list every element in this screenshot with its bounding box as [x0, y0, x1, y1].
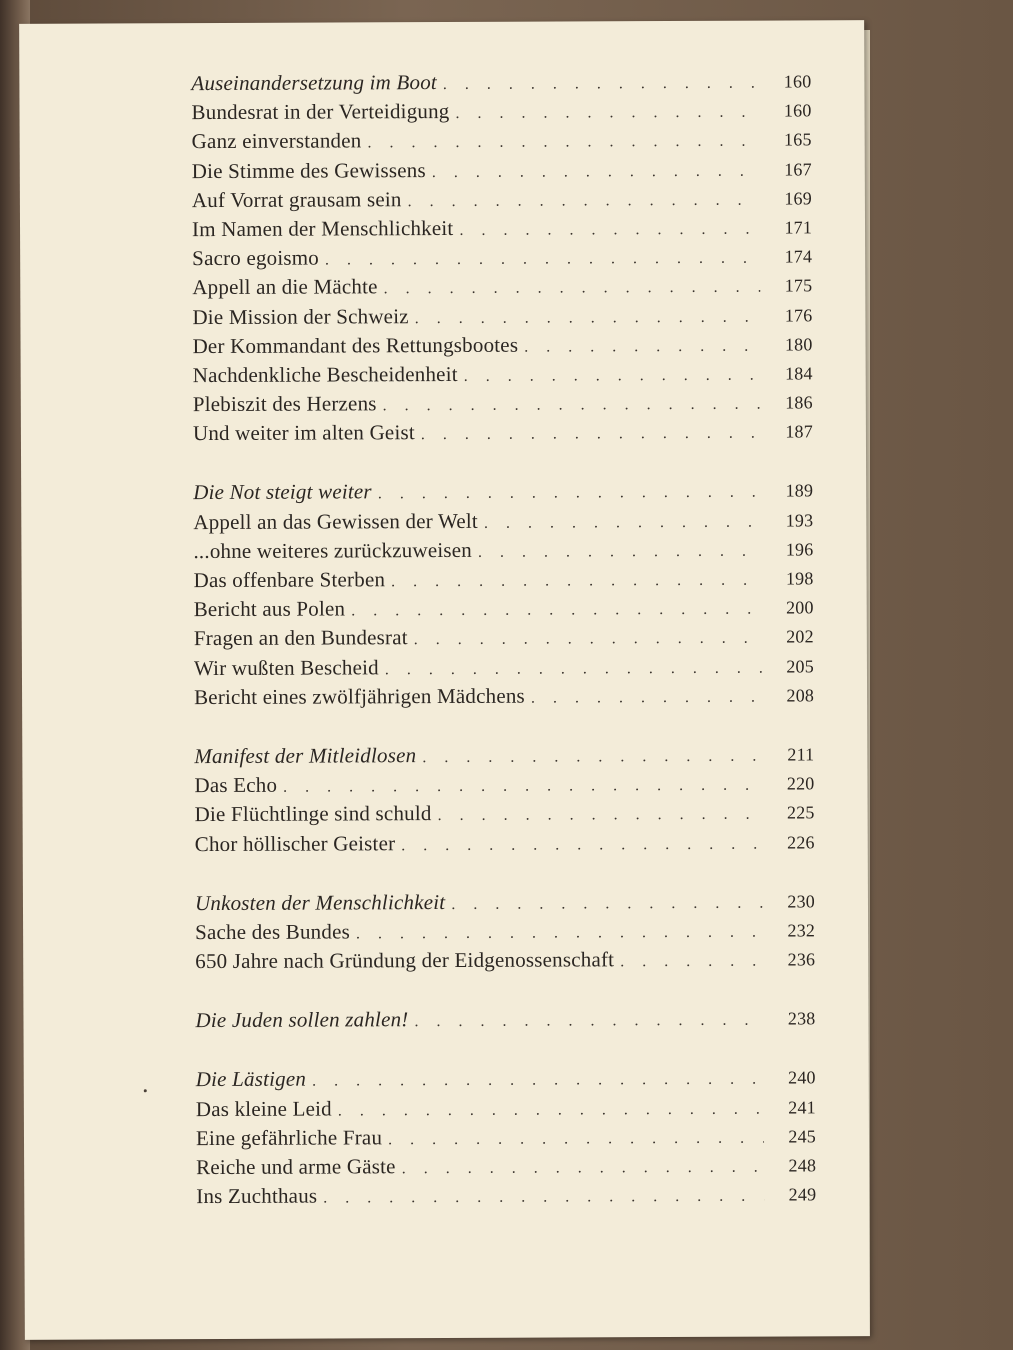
- toc-section: [191, 66, 813, 448]
- dot-leader: [384, 273, 761, 304]
- toc-page-number: 208: [786, 685, 815, 706]
- toc-entry: [195, 827, 815, 859]
- toc-entry: [193, 505, 813, 537]
- dot-leader: [421, 419, 761, 450]
- dot-leader: [351, 595, 762, 626]
- toc-page-number: 241: [788, 1097, 816, 1118]
- dot-leader: [408, 185, 760, 216]
- toc-entry: [192, 329, 812, 361]
- toc-page-number: 232: [787, 920, 816, 941]
- toc-entry-title: Unkosten der Menschlichkeit: [194, 889, 446, 915]
- dot-leader: [437, 800, 762, 831]
- toc-section: [195, 1004, 815, 1036]
- toc-entry-title: Appell an das Gewissen der Welt: [193, 508, 478, 534]
- toc-entry-title: Auf Vorrat grausam sein: [191, 186, 402, 212]
- toc-entry-title: Fragen an den Bundesrat: [193, 625, 408, 651]
- toc-entry: [194, 593, 814, 625]
- dot-leader: [323, 1182, 764, 1213]
- dot-leader: [325, 244, 760, 275]
- toc-page-number: 187: [785, 421, 813, 442]
- dot-leader: [620, 947, 763, 977]
- toc-section-heading: [193, 476, 813, 508]
- toc-entry-title: Wir wußten Bescheid: [193, 654, 379, 680]
- dot-leader: [478, 536, 762, 566]
- toc-page-number: 236: [787, 949, 816, 970]
- toc-entry: [196, 1150, 816, 1182]
- toc-entry-title: Chor höllischer Geister: [194, 830, 396, 856]
- toc-entry: [192, 242, 812, 274]
- toc-entry-title: Und weiter im alten Geist: [192, 420, 415, 446]
- toc-section: [194, 739, 815, 858]
- toc-entry: [194, 622, 814, 654]
- toc-entry-title: Nachdenkliche Bescheidenheit: [192, 361, 458, 387]
- toc-entry: [193, 417, 813, 449]
- toc-section-heading: [196, 1063, 816, 1095]
- dot-leader: [451, 888, 763, 919]
- dot-leader: [414, 624, 762, 655]
- toc-page-number: 198: [785, 568, 814, 589]
- toc-page-number: 205: [786, 655, 814, 677]
- toc-entry-title: Appell an die Mächte: [192, 274, 378, 300]
- toc-entry: [192, 271, 812, 303]
- toc-entry: [194, 563, 814, 595]
- toc-entry-title: Im Namen der Menschlichkeit: [191, 215, 454, 242]
- toc-entry: [196, 1121, 816, 1153]
- toc-entry: [191, 96, 811, 128]
- dot-leader: [402, 1153, 765, 1184]
- toc-entry-title: Die Lästigen: [195, 1067, 307, 1092]
- toc-page-number: 174: [784, 246, 813, 267]
- dot-leader: [391, 566, 762, 597]
- toc-entry-title: Bundesrat in der Verteidigung: [191, 99, 450, 125]
- dot-leader: [484, 507, 761, 537]
- toc-page-number: 171: [784, 217, 813, 238]
- toc-page-number: 189: [785, 480, 814, 501]
- dot-leader: [524, 331, 760, 361]
- toc-entry-title: Manifest der Mitleidlosen: [194, 743, 417, 769]
- toc-entry-title: Das offenbare Sterben: [193, 567, 386, 593]
- toc-entry-title: Auseinandersetzung im Boot: [191, 70, 437, 96]
- toc-page-number: 176: [784, 304, 813, 326]
- toc-entry: [192, 125, 812, 157]
- toc-entry-title: Die Flüchtlinge sind schuld: [194, 801, 432, 827]
- toc-entry: [193, 387, 813, 419]
- dot-leader: [385, 653, 762, 684]
- toc-page-number: 211: [787, 744, 815, 765]
- toc-page-number: 160: [783, 71, 812, 92]
- dot-leader: [464, 360, 761, 390]
- toc-section-heading: [195, 886, 815, 918]
- toc-page-number: 249: [788, 1184, 817, 1205]
- dot-leader: [414, 1006, 763, 1037]
- toc-entry: [194, 769, 814, 801]
- toc-page-number: 230: [787, 891, 816, 912]
- toc-page-number: 226: [787, 831, 815, 853]
- toc-entry-title: Sacro egoismo: [192, 245, 320, 271]
- toc-entry-title: Die Not steigt weiter: [193, 479, 372, 505]
- toc-section-heading: [195, 1004, 815, 1036]
- toc-page-number: 196: [785, 539, 814, 560]
- toc-entry-title: Die Juden sollen zahlen!: [195, 1007, 409, 1033]
- toc-entry: [196, 1092, 816, 1124]
- toc-entry: [192, 300, 812, 332]
- toc-page-number: 238: [787, 1008, 816, 1029]
- toc-entry-title: Bericht eines zwölfjährigen Mädchens: [194, 683, 525, 709]
- toc-page-number: 175: [784, 275, 813, 296]
- toc-entry-title: Sache des Bundes: [195, 919, 350, 944]
- toc-section: [196, 1063, 817, 1212]
- toc-section: [195, 886, 815, 976]
- toc-entry-title: Ganz einverstanden: [191, 128, 362, 154]
- toc-entry-title: Eine gefährliche Frau: [195, 1125, 383, 1150]
- toc-page-number: 220: [786, 773, 815, 794]
- toc-entry-title: Ins Zuchthaus: [196, 1183, 318, 1209]
- dot-leader: [455, 98, 759, 129]
- dot-leader: [459, 215, 760, 246]
- toc-page-number: 169: [784, 188, 812, 209]
- table-of-contents: [191, 66, 816, 1241]
- toc-page-number: 160: [783, 100, 812, 121]
- toc-page-number: 240: [788, 1067, 816, 1088]
- toc-section-heading: [194, 739, 814, 771]
- toc-entry: [196, 1180, 816, 1212]
- toc-page-number: 200: [786, 597, 814, 618]
- toc-entry: [192, 212, 812, 244]
- dot-leader: [356, 917, 763, 948]
- dot-leader: [388, 1123, 764, 1154]
- toc-entry-title: Reiche und arme Gäste: [196, 1154, 396, 1180]
- toc-page-number: 186: [785, 392, 813, 413]
- toc-entry-title: Die Stimme des Gewissens: [191, 157, 426, 183]
- book-page: [19, 20, 870, 1340]
- toc-entry-title: Bericht aus Polen: [193, 596, 346, 622]
- toc-entry: [192, 183, 812, 215]
- toc-entry: [194, 651, 814, 683]
- dot-leader: [443, 69, 760, 100]
- dot-leader: [531, 682, 762, 712]
- toc-entry-title: Das kleine Leid: [195, 1096, 332, 1121]
- dot-leader: [367, 127, 759, 158]
- dot-leader: [338, 1094, 764, 1125]
- toc-entry: [195, 915, 815, 947]
- toc-entry: [193, 534, 813, 566]
- toc-page-number: 165: [783, 129, 812, 150]
- toc-page-number: 193: [785, 510, 814, 531]
- toc-entry: [192, 154, 812, 186]
- toc-entry: [193, 358, 813, 390]
- toc-page-number: 202: [786, 626, 814, 647]
- dot-leader: [383, 390, 761, 421]
- toc-section: [193, 476, 814, 712]
- toc-page-number: 184: [785, 363, 813, 384]
- toc-entry: [195, 798, 815, 830]
- toc-page-number: 167: [784, 158, 812, 180]
- page-speck: [144, 1089, 147, 1092]
- toc-section-heading: [191, 66, 811, 98]
- toc-entry-title: ...ohne weiteres zurückzuweisen: [193, 537, 472, 563]
- toc-page-number: 225: [786, 802, 815, 823]
- toc-page-number: 248: [788, 1155, 817, 1176]
- dot-leader: [432, 156, 760, 187]
- dot-leader: [415, 302, 761, 333]
- toc-entry-title: 650 Jahre nach Gründung der Eidgenossenschaft: [195, 947, 615, 974]
- dot-leader: [401, 829, 763, 860]
- toc-entry: [194, 680, 814, 712]
- dot-leader: [422, 742, 762, 773]
- toc-entry-title: Der Kommandant des Rettungsbootes: [192, 332, 519, 358]
- toc-entry: [195, 944, 815, 976]
- toc-entry-title: Plebiszit des Herzens: [192, 391, 377, 417]
- toc-page-number: 180: [784, 334, 813, 355]
- dot-leader: [378, 478, 762, 509]
- toc-entry-title: Die Mission der Schweiz: [192, 303, 409, 329]
- toc-entry-title: Das Echo: [194, 772, 278, 798]
- toc-page-number: 245: [788, 1126, 817, 1147]
